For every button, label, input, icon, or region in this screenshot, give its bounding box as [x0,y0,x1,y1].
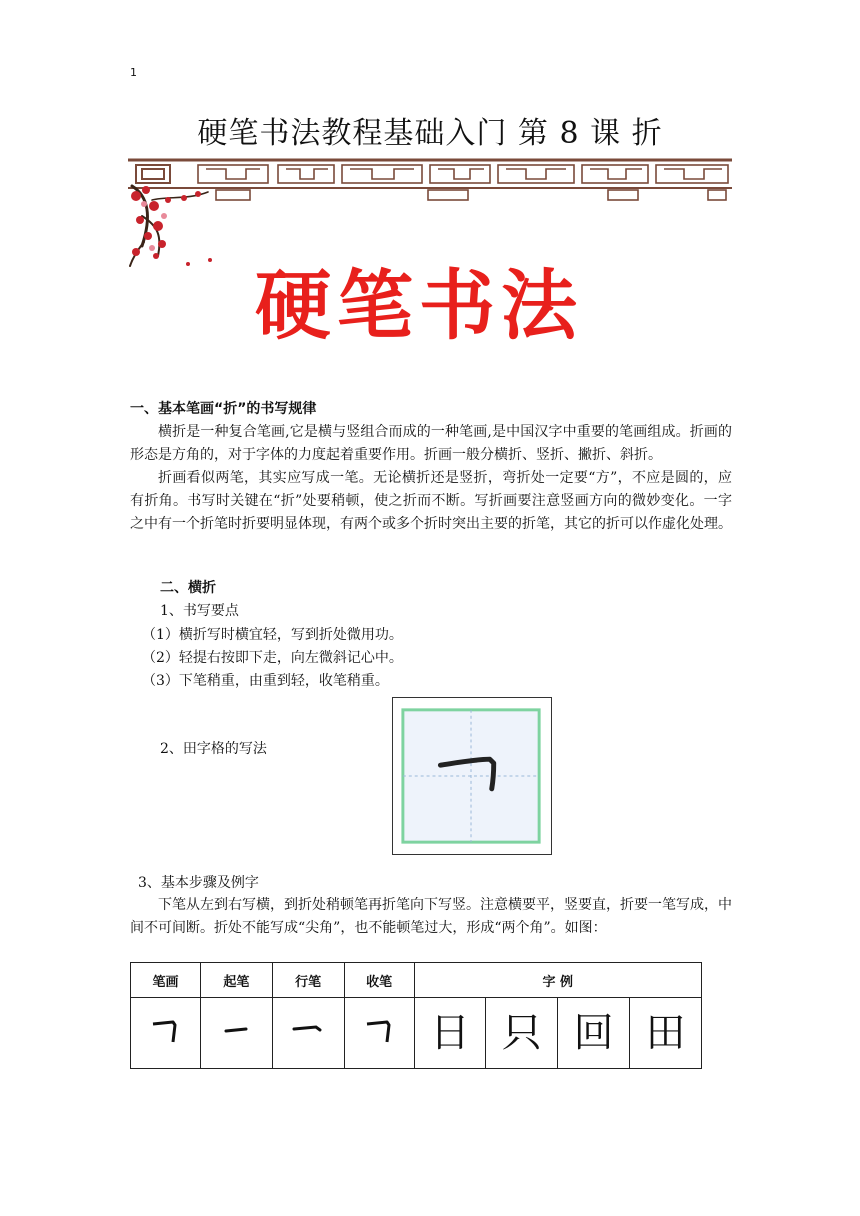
subheading-grid-method: 2、田字格的写法 [160,741,267,757]
stroke-end-cell [344,998,414,1069]
writing-point-1: （1）横折写时横宜轻，写到折处微用功。 [142,627,403,643]
table-header-row [131,963,702,998]
writing-point-2: （2）轻提右按即下走，向左微斜记心中。 [142,650,403,666]
header-move: 行笔 [272,963,344,998]
move-stroke-icon [288,1016,328,1046]
paragraph-2: 折画看似两笔，其实应写成一笔。无论横折还是竖折，弯折处一定要“方”，不应是圆的，应有折角。书写时关键在“折”处要稍顿，使之折而不断。写折画要注意竖画方向的微妙变化。一字之中有一个折笔时折要明显体现，有两个或多个折时突出主要的折笔，其它的折可以作虚化处理。 [130,470,732,532]
example-char: 田 [645,1010,686,1056]
example-char-cell [630,998,702,1069]
header-end: 收笔 [344,963,414,998]
example-char: 日 [429,1010,470,1056]
banner-title: 硬笔书法 [255,261,583,350]
writing-point-3: （3）下笔稍重，由重到轻，收笔稍重。 [142,673,389,689]
stroke-table [130,962,702,1069]
header-stroke: 笔画 [131,963,201,998]
example-char: 只 [501,1010,542,1056]
subheading-writing-points: 1、书写要点 [160,603,239,619]
header-examples: 字 例 [414,963,701,998]
section-heading-1: 一、基本笔画“折”的书写规律 [130,401,317,417]
page-number: 1 [130,66,137,79]
stroke-full-cell [131,998,201,1069]
example-char-cell [486,998,558,1069]
stroke-start-cell [200,998,272,1069]
paragraph-3: 下笔从左到右写横，到折处稍顿笔再折笔向下写竖。注意横要平，竖要直，折要一笔写成，中间不可间断。折处不能写成“尖角”，也不能顿笔过大，形成“两个角”。如图： [130,897,732,936]
hengzhe-grid-illustration [393,698,551,854]
example-char-cell [414,998,486,1069]
section-heading-2: 二、横折 [160,580,216,596]
tianzige-grid-figure [392,697,552,855]
table-row [131,998,702,1069]
stroke-move-cell [272,998,344,1069]
start-stroke-icon [216,1016,256,1046]
header-start: 起笔 [200,963,272,998]
paragraph-1: 横折是一种复合笔画,它是横与竖组合而成的一种笔画,是中国汉字中重要的笔画组成。折画的形态是方角的，对于字体的力度起着重要作用。折画一般分横折、竖折、撇折、斜折。 [130,424,732,463]
page-title: 硬笔书法教程基础入门 第 8 课 折 [197,116,663,151]
example-char-cell [558,998,630,1069]
end-stroke-icon [359,1016,399,1046]
subheading-steps: 3、基本步骤及例字 [138,875,259,891]
hengzhe-stroke-icon [145,1016,185,1046]
example-char: 回 [573,1010,614,1056]
